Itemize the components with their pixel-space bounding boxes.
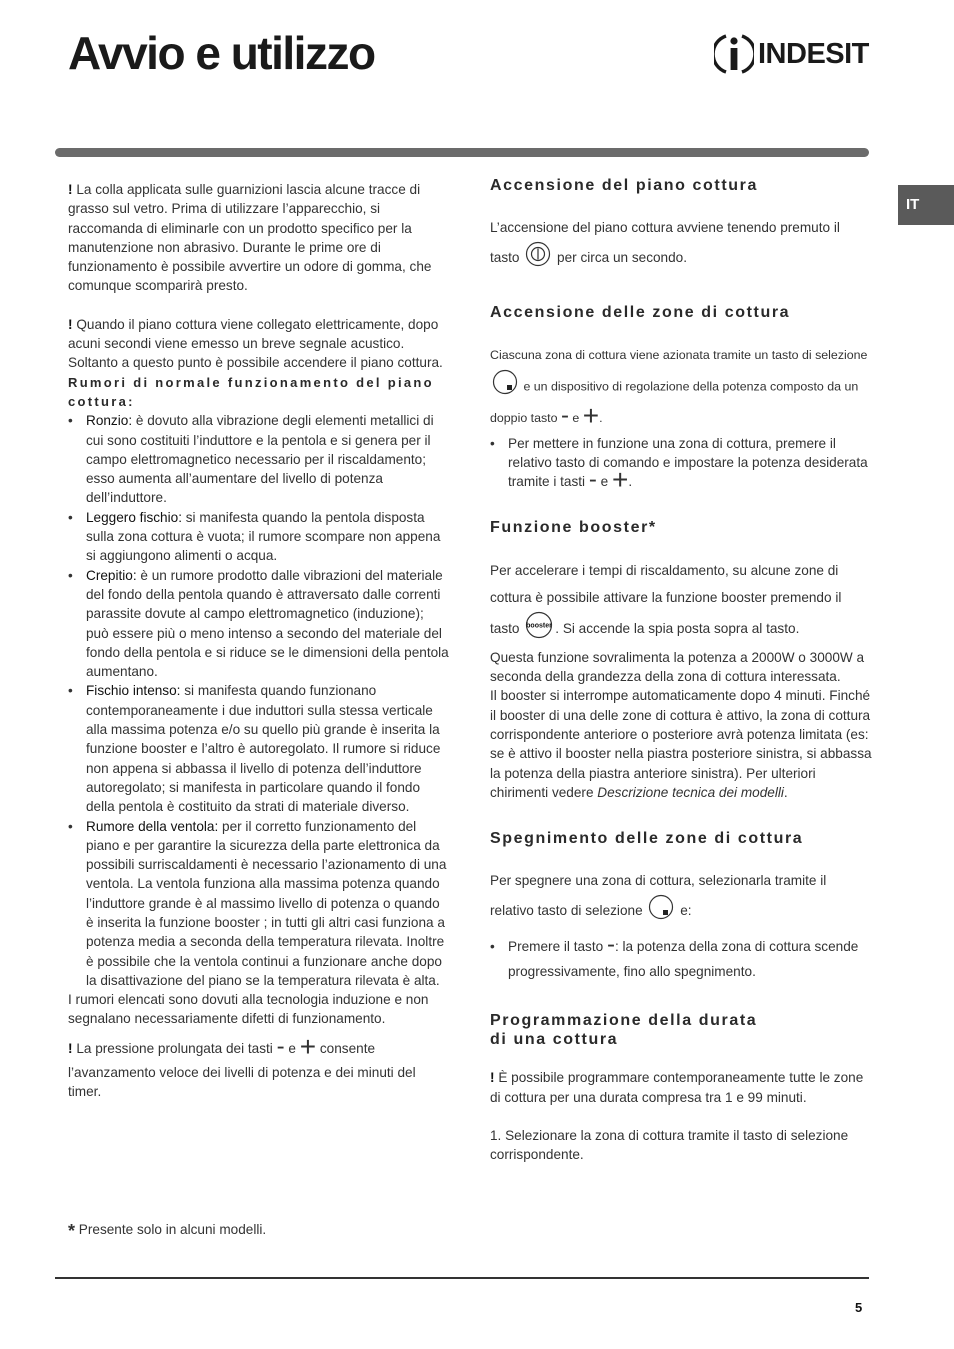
minus-key-icon: -	[560, 401, 569, 429]
conjunction: e	[288, 1040, 296, 1056]
noise-heading: Rumori di normale funzionamento del piano cottura:	[68, 374, 434, 409]
section-heading: Accensione delle zone di cottura	[490, 304, 791, 322]
paragraph-text: per circa un secondo.	[557, 250, 688, 266]
list-item	[68, 566, 450, 682]
section-booster	[490, 518, 872, 802]
list-item	[68, 508, 450, 566]
zones-off-list	[490, 931, 872, 984]
signal-note-text: Quando il piano cottura viene collegato elettricamente, dopo acuni secondi viene emesso un breve segnale acustico. Soltanto a questo punto è possibile accendere il piano cottura.	[68, 316, 443, 371]
fast-advance-text: consente	[319, 1040, 376, 1056]
timer-note	[490, 1068, 872, 1107]
list-item	[68, 411, 450, 507]
paragraph-text: È possibile programmare contemporaneamente tutte le zone di cottura per una durata compresa tra 1 e 99 minuti.	[490, 1070, 864, 1105]
page-number: 5	[855, 1300, 863, 1315]
minus-key-icon: -	[606, 931, 615, 959]
punctuation: .	[628, 474, 633, 490]
paragraph-text: Per mettere in funzione una zona di cottura, premere il relativo tasto di comando e impostare la potenza desiderata tramite i tasti	[508, 435, 868, 490]
page-title: Avvio e utilizzo	[68, 27, 375, 79]
booster-timeout-text	[490, 686, 872, 802]
plus-key-icon: +	[611, 464, 629, 496]
list-item	[68, 817, 450, 991]
paragraph-text: e:	[680, 903, 692, 919]
warning-mark: !	[68, 316, 73, 332]
right-column	[490, 176, 872, 1192]
paragraph-text: Il booster si interrompe automaticamente dopo 4 minuti. Finché il booster di una delle zone di cottura è attivo, la zona di cottura corrispondente anteriore o posteriore avrà potenza limitata (es: se è attivo il booster nella piastra posteriore sinistra, si abbassa la potenza della piastra anteriore sinistra). Per ulteriori chirimenti vedere	[490, 688, 872, 800]
noise-description: è dovuto alla vibrazione degli elementi metallici di cui sono costituiti l’induttore e la pentola e si genera per il campo elettromagnetico necessario per il riscaldamento; esso aumenta all’aumentare del livello di potenza dell’induttore.	[86, 413, 434, 506]
punctuation: .	[783, 784, 788, 800]
section-heading: Funzione booster*	[490, 519, 657, 537]
booster-key-label: booster	[526, 622, 553, 630]
glue-note	[68, 180, 450, 296]
indesit-i-logo-icon	[714, 32, 754, 76]
booster-key-icon	[525, 611, 553, 648]
noise-description: per il corretto funzionamento del piano e per garantire la sicurezza della parte elettronica da possibili surriscaldamenti è necessario l’azionamento di una ventola. La ventola funziona alla massima potenza quando l’induttore grande è al massimo livello di potenza o quando è inserita la funzione booster ; in tutti gli altri casi funziona a potenza media a seconda della temperatura rilevata. Inoltre è possibile che la ventola continui a funzionare anche dopo la disattivazione del piano se la temperatura rilevata è alta.	[86, 818, 447, 988]
noise-term: Fischio intenso:	[86, 683, 181, 699]
plus-key-icon: +	[299, 1030, 317, 1062]
warning-mark: !	[68, 182, 73, 197]
noise-term: Leggero fischio:	[86, 509, 182, 525]
footer-rule	[55, 1277, 869, 1279]
paragraph-text: e un dispositivo di regolazione della potenza composto da un doppio tasto	[490, 378, 859, 425]
section-timer	[490, 1011, 872, 1164]
section-text	[490, 214, 872, 276]
minus-key-icon: -	[276, 1032, 285, 1060]
footnote-text: Presente solo in alcuni modelli.	[78, 1222, 267, 1237]
noise-term: Ronzio:	[86, 413, 133, 429]
list-item	[68, 681, 450, 816]
paragraph-text: : la potenza della zona di cottura scende progressivamente, fino allo spegnimento.	[508, 939, 859, 980]
brand-name: INDESIT	[758, 37, 869, 70]
paragraph-text: Premere il tasto	[508, 939, 604, 955]
conjunction: e	[600, 474, 609, 490]
heading-line: di una cottura	[490, 1031, 619, 1049]
header-rule	[55, 148, 869, 157]
footnote-star: *	[68, 1221, 76, 1241]
noise-description: si manifesta quando funzionano contemporaneamente i due induttori sulla stessa verticale alla massima potenza e/o su quello più grande è inserita la funzione booster e l’altro è autoregolato. Il rumore si riduce non appena si abbassa il livello di potenza dell’induttore autoregolato; si manifesta in particolare quando il fondo della pentola è costituito da strati di materiale diverso.	[86, 683, 441, 815]
list-item	[490, 434, 872, 496]
section-heading	[490, 1011, 872, 1049]
power-key-icon	[525, 241, 551, 276]
brand-logo	[714, 32, 869, 76]
paragraph-text: L’accensione del piano cottura avviene tenendo premuto il tasto	[490, 220, 840, 266]
reference-title: Descrizione tecnica dei modelli	[597, 784, 784, 800]
left-column	[68, 180, 450, 1102]
section-zones-off	[490, 829, 872, 984]
zone-select-key-icon	[648, 894, 674, 929]
zones-on-list	[490, 434, 872, 496]
section-heading: Spegnimento delle zone di cottura	[490, 830, 804, 848]
fast-advance-text-cont: l’avanzamento veloce dei livelli di potenza e dei minuti del timer.	[68, 1065, 416, 1100]
list-item	[490, 931, 872, 984]
minus-key-icon: -	[588, 466, 597, 494]
section-text	[490, 342, 872, 432]
zone-select-key-icon	[492, 369, 518, 405]
fast-advance-text: La pressione prolungata dei tasti	[76, 1040, 273, 1056]
warning-mark: !	[490, 1070, 495, 1086]
section-text	[490, 867, 872, 929]
heading-line: Programmazione della durata	[490, 1012, 758, 1030]
section-text	[490, 557, 872, 648]
warning-mark: !	[68, 1040, 73, 1056]
noise-term: Rumore della ventola:	[86, 818, 219, 834]
paragraph-text: . Si accende la spia posta sopra al tasto.	[555, 620, 800, 636]
glue-note-text: La colla applicata sulle guarnizioni lascia alcune tracce di grasso sul vetro. Prima di utilizzare l’apparecchio, si raccomanda di eliminarle con un prodotto specifico per la manutenzione non abrasivo. Durante le prime ore di funzionamento è possibile avvertire un odore di gomma, che comunque scomparirà presto.	[68, 182, 432, 294]
paragraph-text: Per spegnere una zona di cottura, selezionarla tramite il relativo tasto di selezione	[490, 873, 827, 919]
noise-description: si manifesta quando la pentola disposta sulla zona cottura è vuota; il rumore scompare non appena si aggiungono alimenti o acqua.	[86, 509, 441, 564]
section-heading: Accensione del piano cottura	[490, 177, 758, 194]
fast-advance-note	[68, 1030, 450, 1062]
booster-power-text: Questa funzione sovralimenta la potenza a 2000W o 3000W a seconda della grandezza della zona di cottura interessata.	[490, 649, 865, 685]
timer-step-1: 1. Selezionare la zona di cottura tramite il tasto di selezione corrispondente.	[490, 1128, 849, 1163]
signal-note	[68, 315, 450, 373]
section-zones-on	[490, 303, 872, 496]
plus-key-icon: +	[582, 399, 600, 431]
section-hob-on	[490, 176, 872, 276]
paragraph-text: Ciascuna zona di cottura viene azionata tramite un tasto di selezione	[490, 347, 868, 362]
noise-conclusion: I rumori elencati sono dovuti alla tecnologia induzione e non segnalano necessariamente difetti di funzionamento.	[68, 992, 429, 1027]
paragraph-text: Per accelerare i tempi di riscaldamento, su alcune zone di cottura è possibile attivare la funzione booster premendo il tasto	[490, 562, 842, 636]
punctuation: .	[599, 410, 603, 425]
noise-description: è un rumore prodotto dalle vibrazioni del materiale del fondo della pentola quando è attraversato dalle correnti parassite dovute al campo elettromagnetico (induzione); può essere più o meno intenso a secondo del materiale del fondo della pentola e si riduce se le dimensioni della pentola aumentano.	[86, 567, 449, 680]
noise-term: Crepitio:	[86, 567, 137, 583]
footnote	[68, 1221, 266, 1242]
conjunction: e	[572, 410, 580, 425]
language-tab: IT	[898, 185, 954, 225]
noise-list	[68, 411, 450, 990]
